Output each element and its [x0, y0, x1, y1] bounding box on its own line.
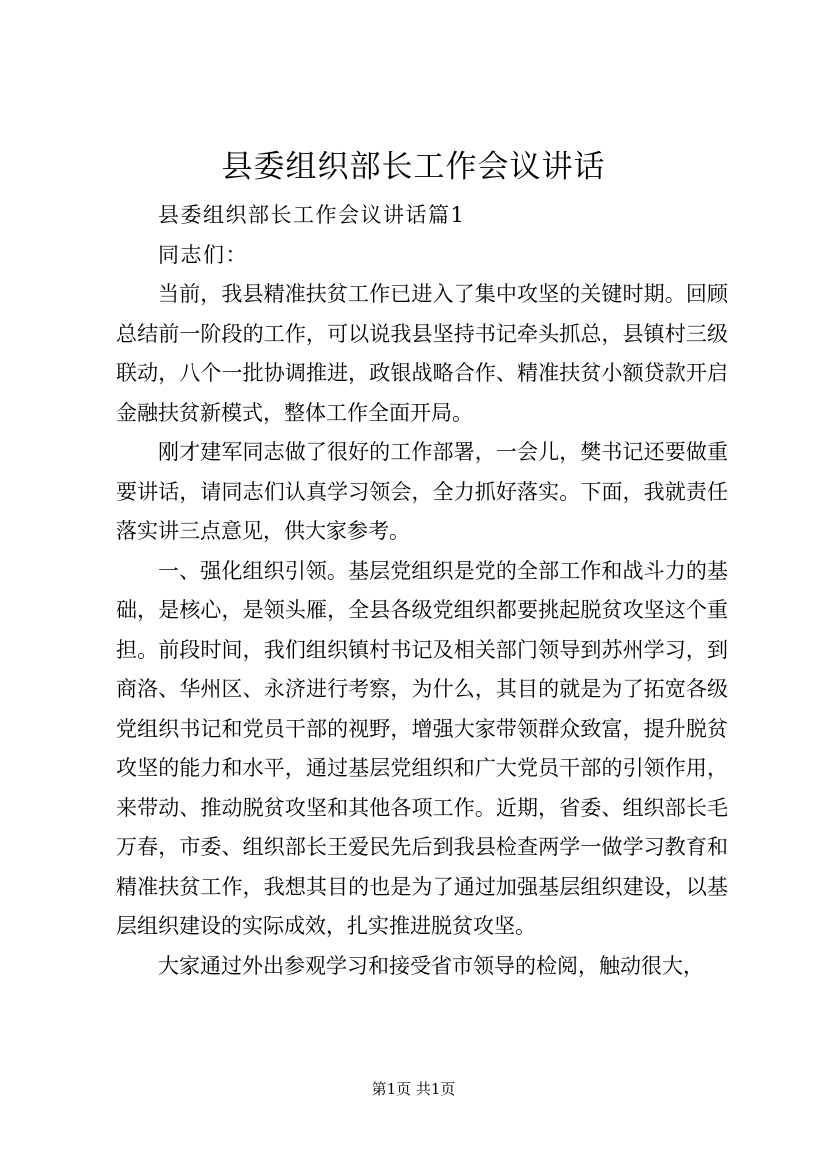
document-subtitle: 县委组织部长工作会议讲话篇1 [158, 203, 466, 227]
document-body [116, 196, 728, 986]
paragraph-3: 一、强化组织引领。基层党组织是党的全部工作和战斗力的基础，是核心，是领头雁，全县各级党组织都要挑起脱贫攻坚这个重担。前段时间，我们组织镇村书记及相关部门领导到苏州学习，到商洛、华州区、永济进行考察，为什么，其目的就是为了拓宽各级党组织书记和党员干部的视野，增强大家带领群众致富，提升脱贫攻坚的能力和水平，通过基层党组织和广大党员干部的引领作用，来带动、推动脱贫攻坚和其他各项工作。近期，省委、组织部长毛万春，市委、组织部长王爱民先后到我县检查两学一做学习教育和精准扶贫工作，我想其目的也是为了通过加强基层组织建设，以基层组织建设的实际成效，扎实推进脱贫攻坚。 [116, 558, 728, 938]
salutation: 同志们： [158, 242, 248, 267]
paragraph-2: 刚才建军同志做了很好的工作部署，一会儿，樊书记还要做重要讲话，请同志们认真学习领会，全力抓好落实。下面，我就责任落实讲三点意见，供大家参考。 [116, 440, 728, 543]
paragraph-1: 当前，我县精准扶贫工作已进入了集中攻坚的关键时期。回顾总结前一阶段的工作，可以说我县坚持书记牵头抓总，县镇村三级联动，八个一批协调推进，政银战略合作、精准扶贫小额贷款开启金融扶贫新模式，整体工作全面开局。 [116, 282, 728, 425]
page-footer: 第1页 共1页 [371, 1080, 456, 1098]
paragraph-4: 大家通过外出参观学习和接受省市领导的检阅，触动很大， [158, 953, 704, 978]
document-title: 县委组织部长工作会议讲话 [221, 149, 606, 185]
